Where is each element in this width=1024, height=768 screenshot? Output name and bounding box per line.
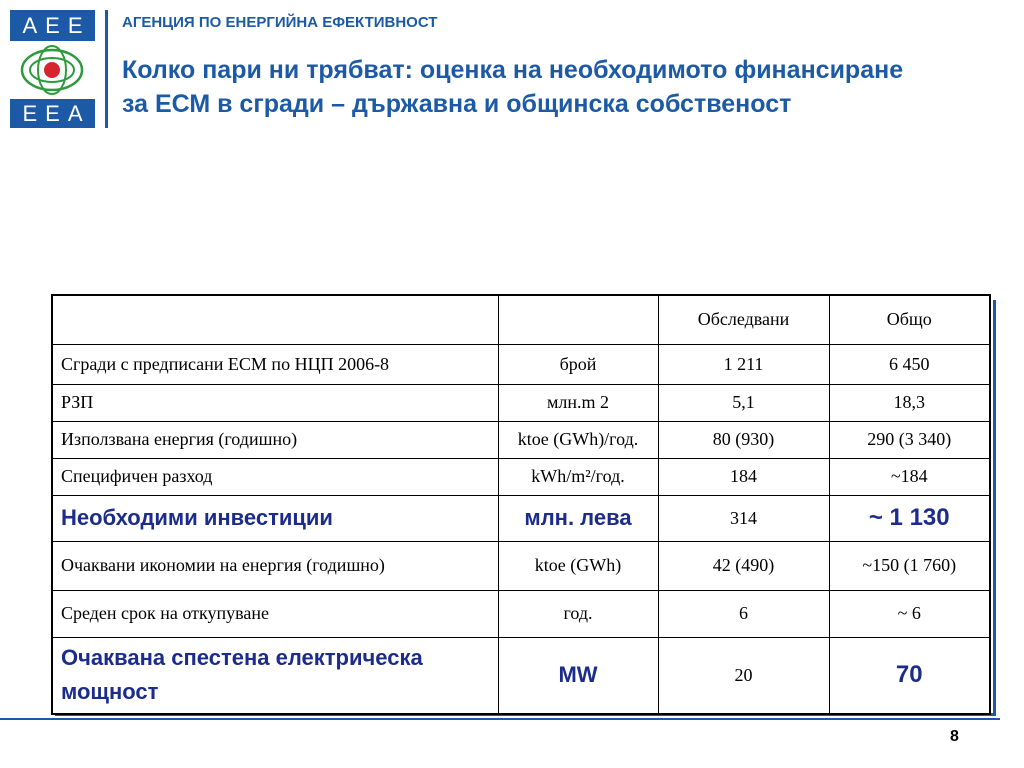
page-number: 8: [950, 728, 959, 745]
title-line-1: Колко пари ни трябват: оценка на необходимото финансиране: [122, 56, 904, 84]
table-row-highlight: [52, 637, 990, 714]
row-label: Използвана енергия (годишно): [52, 421, 498, 458]
row-total: ~ 1 130: [829, 495, 990, 541]
row-total: ~184: [829, 458, 990, 495]
row-surveyed: 314: [658, 495, 829, 541]
header-cell-total: Общо: [829, 295, 990, 344]
table-row-highlight: [52, 495, 990, 541]
row-surveyed: 5,1: [658, 384, 829, 421]
table-header-row: [52, 295, 990, 344]
table-row: [52, 541, 990, 590]
row-label: РЗП: [52, 384, 498, 421]
row-label: Сгради с предписани ЕСМ по НЦП 2006-8: [52, 344, 498, 384]
row-unit: млн.m 2: [498, 384, 658, 421]
row-surveyed: 184: [658, 458, 829, 495]
row-label: Очаквани икономии на енергия (годишно): [52, 541, 498, 590]
table-row: [52, 384, 990, 421]
header-cell-label: [52, 295, 498, 344]
row-unit: kWh/m²/год.: [498, 458, 658, 495]
row-unit: ktoe (GWh): [498, 541, 658, 590]
energy-logo-icon: [10, 41, 95, 99]
row-unit: млн. лева: [498, 495, 658, 541]
row-label: Очаквана спестена електрическа мощност: [52, 637, 498, 714]
row-surveyed: 1 211: [658, 344, 829, 384]
row-unit: брой: [498, 344, 658, 384]
row-total: ~150 (1 760): [829, 541, 990, 590]
row-label: Среден срок на откупуване: [52, 590, 498, 637]
row-total: 70: [829, 637, 990, 714]
row-surveyed: 20: [658, 637, 829, 714]
logo-text-bottom: EEA: [22, 101, 91, 126]
footer-divider: [0, 718, 1000, 720]
row-label: Необходими инвестиции: [52, 495, 498, 541]
row-total: 6 450: [829, 344, 990, 384]
header-cell-unit: [498, 295, 658, 344]
row-unit: MW: [498, 637, 658, 714]
table-shadow-right: [993, 300, 996, 716]
agency-name: АГЕНЦИЯ ПО ЕНЕРГИЙНА ЕФЕКТИВНОСТ: [122, 14, 438, 31]
agency-logo: [10, 10, 95, 128]
row-label: Специфичен разход: [52, 458, 498, 495]
table-row: [52, 458, 990, 495]
header-cell-surveyed: Обследвани: [658, 295, 829, 344]
row-total: ~ 6: [829, 590, 990, 637]
table-row: [52, 590, 990, 637]
page-title: [122, 53, 1012, 121]
row-surveyed: 80 (930): [658, 421, 829, 458]
header-divider: [105, 10, 108, 128]
title-line-2: за ЕСМ в сгради – държавна и общинска собственост: [122, 90, 792, 118]
row-total: 18,3: [829, 384, 990, 421]
row-total: 290 (3 340): [829, 421, 990, 458]
row-unit: год.: [498, 590, 658, 637]
row-surveyed: 6: [658, 590, 829, 637]
row-unit: ktoe (GWh)/год.: [498, 421, 658, 458]
table-row: [52, 344, 990, 384]
financing-table: [51, 294, 991, 715]
logo-text-top: AEE: [22, 13, 91, 38]
table-row: [52, 421, 990, 458]
row-surveyed: 42 (490): [658, 541, 829, 590]
